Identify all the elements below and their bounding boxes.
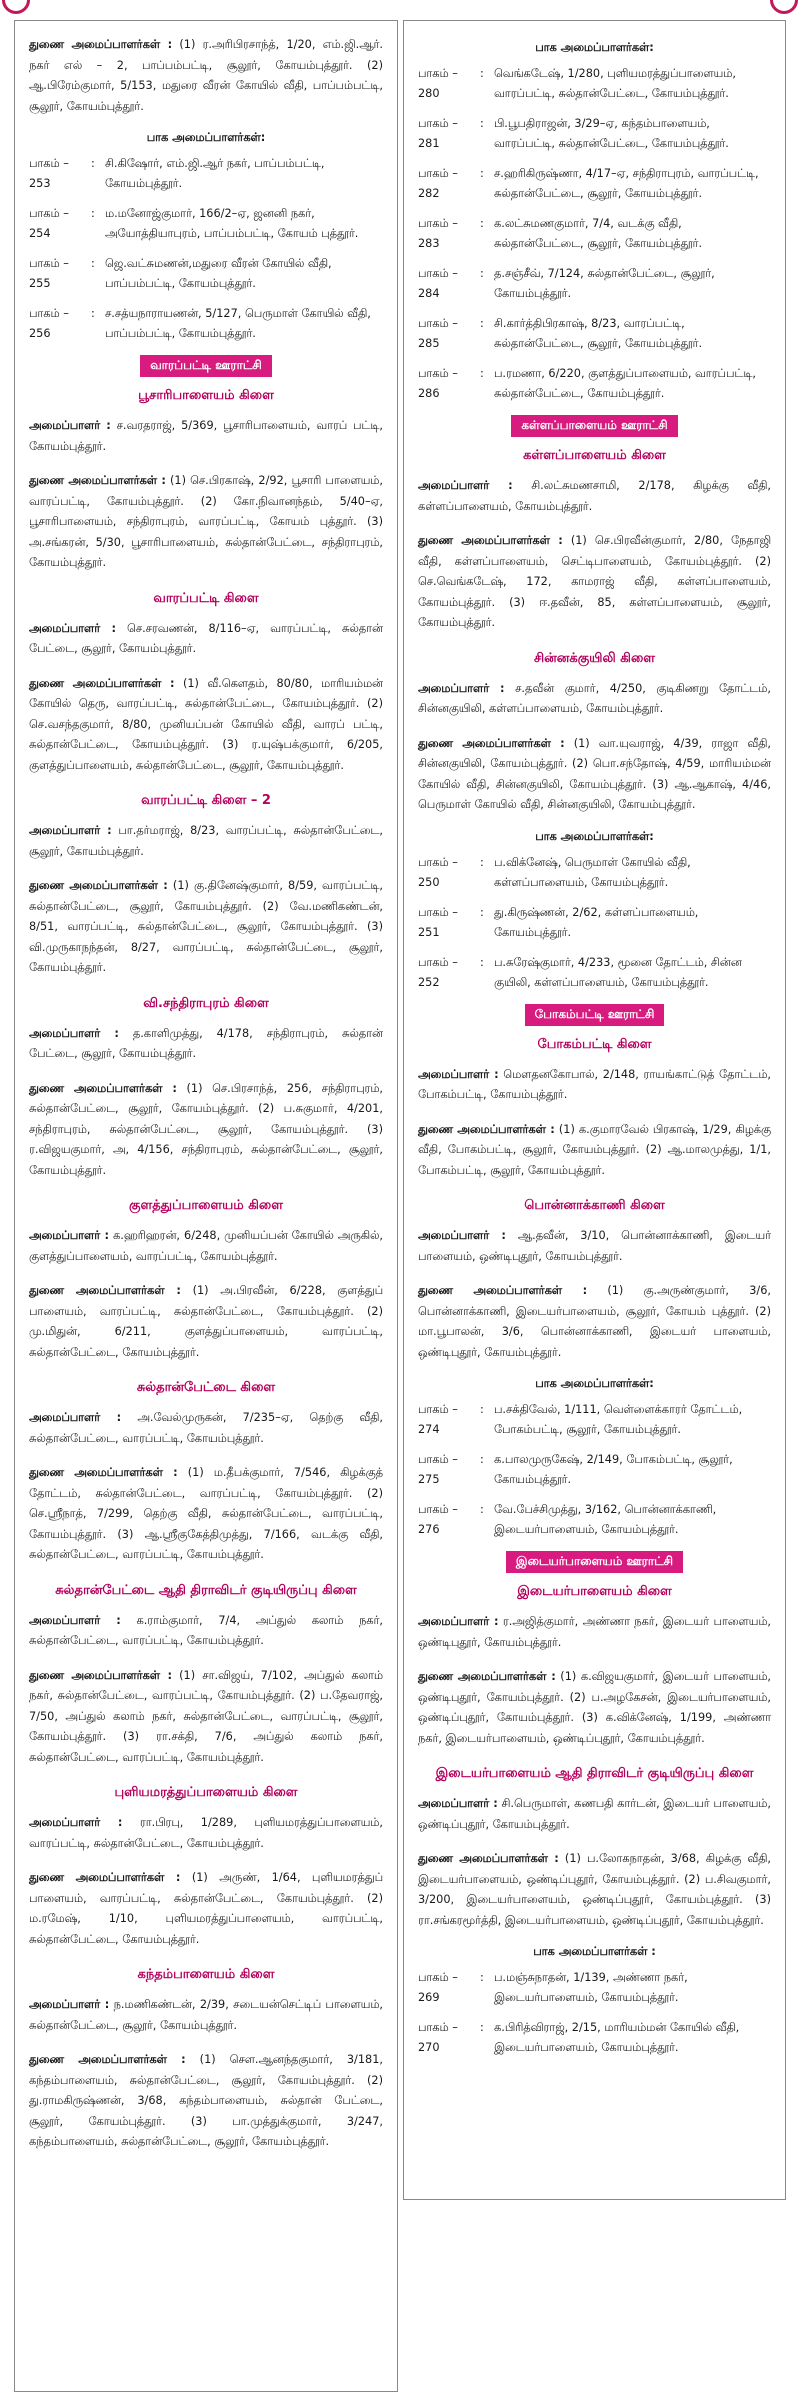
separator: : — [480, 217, 484, 230]
member-entry — [29, 1226, 383, 1267]
member-details: செ.சரவணன், 8/116–ஏ, வாரப்பட்டி, சுல்தான் பேட்டை, சூலூர், கோயம்புத்தூர். — [29, 621, 383, 655]
role-label: அமைப்பாளர் : — [29, 1229, 109, 1242]
section-subheading: பாக அமைப்பாளர்கள்: — [146, 131, 266, 144]
branch-heading: கள்ளப்பாளையம் கிளை — [523, 448, 666, 463]
booth-details: ம.மனோஜ்குமார், 166/2–ஏ, ஜனனி நகர், அயோத்தியாபுரம், பாப்பம்பட்டி, கோயம் புத்தூர். — [105, 207, 359, 240]
branch-heading: போகம்பட்டி கிளை — [537, 1036, 652, 1052]
role-label: துணை அமைப்பாளர்கள் : — [418, 1284, 588, 1297]
member-details: த.காளிமுத்து, 4/178, சந்திராபுரம், சுல்தான் பேட்டை, சூலூர், கோயம்புத்தூர். — [29, 1026, 383, 1060]
member-details: (1) க.விஜயகுமார், இடையர் பாளையம், ஒண்டிபுதூர், கோயம்புத்தூர். (2) ப.அழகேசன், இடையர்பாளையம், ஒண்டிப்புதூர், கோயம்புத்தூர். (3) க.விக்னேஷ், 1/199, அண்ணா நகர், இடையர்பாளையம், ஒண்டிப்புதூர், கோயம்புத்தூர். — [418, 1670, 772, 1745]
booth-number: பாகம் – 256 — [29, 307, 69, 340]
member-entry — [418, 679, 771, 720]
member-details: சி.லட்சுமணசாமி, 2/178, கிழக்கு வீதி, கள்ளப்பாளையம், கோயம்புத்தூர். — [418, 479, 771, 513]
separator: : — [480, 367, 484, 380]
booth-number: பாகம் – 281 — [418, 117, 458, 150]
booth-details: சி.கிஷோர், எம்.ஜி.ஆர் நகர், பாப்பம்பட்டி, கோயம்புத்தூர். — [105, 157, 325, 190]
branch-heading: சுல்தான்பேட்டை ஆதி திராவிடர் குடியிருப்பு கிளை — [55, 1582, 357, 1598]
member-details: க.ராம்குமார், 7/4, அப்துல் கலாம் நகர், சுல்தான்பேட்டை, வாரப்பட்டி, கோயம்புத்தூர். — [29, 1613, 383, 1647]
booth-number: பாகம் – 253 — [29, 157, 69, 190]
member-details: (1) ர.அரிபிரசாந்த், 1/20, எம்.ஜி.ஆர். நகர் எல் – 2, பாப்பம்பட்டி, சூலூர், கோயம்புத்தூர். (2) ஆ.பிரேம்குமார், 5/153, மதுரை வீரன் கோயில் வீதி, பாப்பம்பட்டி, சூலூர், கோயம்புத்தூர். — [29, 38, 383, 113]
booth-number: பாகம் – 282 — [418, 167, 458, 200]
separator: : — [91, 257, 95, 270]
booth-row — [418, 903, 771, 943]
booth-row — [418, 364, 771, 404]
member-details: (1) ப.லோகநாதன், 3/68, கிழக்கு வீதி, இடையர்பாளையம், ஒண்டிப்புதூர், கோயம்புத்தூர். (2) ப.சிவகுமார், 3/200, இடையர்பாளையம், ஒண்டிப்புதூர், கோயம்புத்தூர். (3) ரா.சங்கரமூர்த்தி, இடையர்பாளையம், ஒண்டிப்புதூர், கோயம்புத்தூர். — [418, 1852, 772, 1927]
booth-row — [418, 214, 771, 254]
booth-details: த.சஞ்சீவ், 7/124, சுல்தான்பேட்டை, சூலூர், கோயம்புத்தூர். — [494, 267, 715, 300]
member-details: ச.வரதராஜ், 5/369, பூசாரிபாளையம், வாரப் பட்டி, கோயம்புத்தூர். — [29, 419, 384, 453]
booth-details: ப.சுரேஷ்குமார், 4/233, மூனை தோட்டம், சின்ன குயிலி, கள்ளப்பாளையம், கோயம்புத்தூர். — [494, 955, 742, 989]
member-details: ச.தவீன் குமார், 4/250, குடிகிணறு தோட்டம், சின்னகுயிலி, கள்ளப்பாளையம், கோயம்புத்தூர். — [418, 681, 771, 715]
branch-heading: கந்தம்பாளையம் கிளை — [137, 1967, 275, 1982]
separator: : — [480, 905, 484, 919]
booth-row — [29, 204, 383, 244]
role-label: துணை அமைப்பாளர்கள் : — [29, 1466, 178, 1479]
booth-number: பாகம் – 274 — [418, 1403, 458, 1436]
member-entry — [29, 35, 383, 117]
separator: : — [480, 1971, 484, 1984]
booth-number: பாகம் – 285 — [418, 317, 458, 350]
booth-number: பாகம் – 270 — [418, 2021, 458, 2054]
branch-heading: குளத்துப்பாளையம் கிளை — [129, 1198, 283, 1213]
member-details: (1) கு.தினேஷ்குமார், 8/59, வாரப்பட்டி, சுல்தான்பேட்டை, சூலூர், கோயம்புத்தூர். (2) வே.மணிகண்டன், 8/51, வாரப்பட்டி, சுல்தான்பேட்டை, சூலூர், கோயம்புத்தூர். (3) வி.முருகாநந்தன், 8/27, வாரப்பட்டி, சுல்தான்பேட்டை, சூலூர், கோயம்புத்தூர். — [29, 879, 383, 974]
booth-row — [418, 1968, 771, 2008]
member-entry — [29, 1868, 383, 1950]
member-entry — [29, 1281, 383, 1363]
panchayat-label: போகம்பட்டி ஊராட்சி — [525, 1004, 665, 1026]
header-strip — [0, 0, 800, 18]
booth-details: வெங்கடேஷ், 1/280, புளியமரத்துப்பாளையம், வாரப்பட்டி, சுல்தான்பேட்டை, கோயம்புத்தூர். — [494, 67, 736, 100]
panchayat-label: கள்ளப்பாளையம் ஊராட்சி — [511, 415, 677, 437]
role-label: அமைப்பாளர் : — [29, 1026, 119, 1040]
role-label: அமைப்பாளர் : — [418, 1797, 498, 1810]
member-entry — [29, 471, 383, 574]
member-entry — [29, 1813, 383, 1854]
role-label: அமைப்பாளர் : — [29, 1816, 123, 1829]
booth-row — [418, 1500, 771, 1540]
role-label: அமைப்பாளர் : — [29, 1411, 122, 1424]
right-column — [403, 20, 786, 2200]
member-entry — [29, 1666, 383, 1769]
member-entry — [29, 1995, 383, 2036]
booth-row — [418, 2018, 771, 2058]
member-details: (1) செள.ஆனந்தகுமார், 3/181, கந்தம்பாளையம், சுல்தான்பேட்டை, சூலூர், கோயம்புத்தூர். (2) து.ராமகிருஷ்ணன், 3/68, கந்தம்பாளையம், சுல்தான் பேட்டை, சூலூர், கோயம்புத்தூர். (3) பா.முத்துக்குமார், 3/247, கந்தம்பாளையம், சுல்தான்பேட்டை, சூலூர், கோயம்புத்தூர். — [29, 2053, 383, 2148]
member-details: (1) அ.பிரவீன், 6/228, குளத்துப் பாளையம், வாரப்பட்டி, சுல்தான்பேட்டை, கோயம்புத்தூர். (2) மு.மிதுன், 6/211, குளத்துப்பாளையம், வாரப்பட்டி, சுல்தான்பேட்டை, கோயம்புத்தூர். — [29, 1284, 384, 1359]
member-details: (1) ம.தீபக்குமார், 7/546, கிழக்குத் தோட்டம், சுல்தான்பேட்டை, வாரப்பட்டி, கோயம்புத்தூர். (2) செ.ஸ்ரீநாத், 7/299, தெற்கு வீதி, சுல்தான்பேட்டை, வாரப்பட்டி, கோயம்புத்தூர். (3) ஆ.ஸ்ரீகுகேத்திமுத்து, 7/166, வடக்கு வீதி, சுல்தான்பேட்டை, வாரப்பட்டி, கோயம்புத்தூர். — [29, 1466, 383, 1561]
booth-row — [418, 164, 771, 204]
member-entry — [418, 1120, 771, 1182]
member-details: (1) சா.விஜய், 7/102, அப்துல் கலாம் நகர், சுல்தான்பேட்டை, வாரப்பட்டி, கோயம்புத்தூர். (2) ப.தேவராஜ், 7/50, அப்துல் கலாம் நகர், சுல்தான்பேட்டை, வாரப்பட்டி, சூலூர், கோயம்புத்தூர். (3) ரா.சக்தி, 7/6, அப்துல் கலாம் நகர், சுல்தான்பேட்டை, வாரப்பட்டி, கோயம்புத்தூர். — [29, 1668, 383, 1764]
role-label: அமைப்பாளர் : — [418, 1229, 506, 1242]
role-label: அமைப்பாளர் : — [418, 1615, 499, 1628]
member-details: (1) க.குமாரவேல் பிரகாஷ், 1/29, கிழக்கு வீதி, போகம்பட்டி, சூலூர், கோயம்புத்தூர். (2) ஆ.மாலமுத்து, 1/1, போகம்பட்டி, சூலூர், கோயம்புத்தூர். — [418, 1122, 771, 1177]
member-entry — [29, 1079, 383, 1182]
member-details: க.ஹரிஹரன், 6/248, முனியப்பன் கோயில் அருகில், குளத்துப்பாளையம், வாரப்பட்டி, கோயம்புத்தூர். — [29, 1229, 383, 1263]
panchayat-heading — [418, 1003, 771, 1026]
separator: : — [480, 1453, 484, 1466]
booth-details: சி.கார்த்திபிரகாஷ், 8/23, வாரப்பட்டி, சுல்தான்பேட்டை, சூலூர், கோயம்புத்தூர். — [494, 317, 703, 350]
branch-heading: பூசாரிபாளையம் கிளை — [138, 388, 274, 403]
booth-number: பாகம் – 275 — [418, 1453, 458, 1486]
booth-number: பாகம் – 283 — [418, 217, 458, 250]
separator: : — [480, 2021, 484, 2034]
member-entry — [29, 821, 383, 862]
panchayat-heading — [418, 1550, 771, 1573]
role-label: துணை அமைப்பாளர்கள் : — [418, 1122, 555, 1136]
role-label: துணை அமைப்பாளர்கள் : — [29, 879, 168, 892]
role-label: துணை அமைப்பாளர்கள் : — [29, 2053, 186, 2066]
separator: : — [480, 167, 484, 180]
booth-details: ப.சக்திவேல், 1/111, வெள்ளைக்காரர் தோட்டம், போகம்பட்டி, சூலூர், கோயம்புத்தூர். — [494, 1403, 743, 1436]
booth-details: வே.பேச்சிமுத்து, 3/162, பொன்னாக்காணி, இடையர்பாளையம், கோயம்புத்தூர். — [494, 1503, 717, 1536]
branch-heading: இடையர்பாளையம் கிளை — [517, 1584, 672, 1599]
section-subheading: பாக அமைப்பாளர்கள்: — [535, 829, 654, 843]
branch-heading: இடையர்பாளையம் ஆதி திராவிடர் குடியிருப்பு கிளை — [435, 1766, 754, 1781]
member-entry — [418, 531, 771, 634]
member-entry — [418, 1667, 771, 1749]
booth-number: பாகம் – 251 — [418, 905, 458, 939]
booth-details: ச.சத்யநாராயணன், 5/127, பெருமாள் கோயில் வீதி, பாப்பம்பட்டி, கோயம்புத்தூர். — [105, 307, 371, 340]
member-details: மௌதனகோபால், 2/148, ராயங்காட்டுத் தோட்டம், போகம்பட்டி, கோயம்புத்தூர். — [418, 1067, 771, 1101]
separator: : — [480, 955, 484, 969]
member-entry — [418, 1226, 771, 1267]
separator: : — [480, 117, 484, 130]
booth-details: ச.ஹரிகிருஷ்ணா, 4/17–ஏ, சந்திராபுரம், வாரப்பட்டி, சுல்தான்பேட்டை, சூலூர், கோயம்புத்தூர். — [494, 167, 759, 200]
separator: : — [480, 317, 484, 330]
branch-heading: புளியமரத்துப்பாளையம் கிளை — [114, 1785, 298, 1800]
member-entry — [418, 1281, 771, 1363]
member-details: (1) வீ.கௌதம், 80/80, மாரியம்மன் கோயில் தெரு, வாரப்பட்டி, சுல்தான்பேட்டை, கோயம்புத்தூர். (2) செ.வசந்தகுமார், 8/80, முனியப்பன் கோயில் வீதி, வாரப் பட்டி, சுல்தான்பேட்டை, கோயம்புத்தூர். (3) ர.யுஷ்பக்குமார், 6/205, குளத்துப்பாளையம், சுல்தான்பேட்டை, சூலூர், கோயம்புத்தூர். — [29, 676, 383, 772]
booth-details: ப.விக்னேஷ், பெருமாள் கோயில் வீதி, கள்ளப்பாளையம், கோயம்புத்தூர். — [494, 855, 691, 889]
booth-row — [418, 1400, 771, 1440]
member-entry — [418, 1612, 771, 1653]
booth-details: க.லட்சுமணகுமார், 7/4, வடக்கு வீதி, சுல்தான்பேட்டை, சூலூர், கோயம்புத்தூர். — [494, 217, 703, 250]
role-label: அமைப்பாளர் : — [418, 479, 513, 492]
booth-number: பாகம் – 276 — [418, 1503, 458, 1536]
branch-heading: வாரப்பட்டி கிளை – 2 — [141, 793, 271, 808]
member-details: சி.பெருமாள், கணபதி கார்டன், இடையர் பாளையம், ஒண்டிப்புதூர், கோயம்புத்தூர். — [418, 1797, 771, 1831]
branch-heading: சுல்தான்பேட்டை கிளை — [136, 1380, 276, 1395]
booth-row — [29, 254, 383, 294]
booth-number: பாகம் – 269 — [418, 1971, 458, 2004]
booth-row — [418, 953, 771, 993]
booth-row — [418, 114, 771, 154]
role-label: துணை அமைப்பாளர்கள் : — [418, 1670, 556, 1683]
booth-row — [29, 154, 383, 194]
booth-details: ப.மஞ்சுநாதன், 1/139, அண்ணா நகர், இடையர்பாளையம், கோயம்புத்தூர். — [494, 1971, 688, 2004]
member-entry — [418, 734, 771, 816]
role-label: அமைப்பாளர் : — [29, 621, 117, 635]
member-entry — [29, 674, 383, 777]
booth-number: பாகம் – 286 — [418, 367, 458, 400]
panchayat-label: இடையர்பாளையம் ஊராட்சி — [506, 1551, 683, 1573]
role-label: அமைப்பாளர் : — [418, 1067, 499, 1081]
member-entry — [29, 416, 383, 457]
booth-row — [418, 1450, 771, 1490]
booth-number: பாகம் – 255 — [29, 257, 69, 290]
booth-row — [418, 314, 771, 354]
booth-row — [418, 264, 771, 304]
role-label: துணை அமைப்பாளர்கள் : — [29, 1081, 177, 1095]
section-subheading: பாக அமைப்பாளர்கள்: — [535, 41, 654, 54]
booth-details: க.பாலமுருகேஷ், 2/149, போகம்பட்டி, சூலூர், கோயம்புத்தூர். — [494, 1453, 733, 1486]
member-details: (1) கு.அருண்குமார், 3/6, பொன்னாக்காணி, இடையர்பாளையம், சூலூர், கோயம் புத்தூர். (2) மா.பூபாலன், 3/6, பொன்னாக்காணி, இடையர் பாளையம், ஒண்டிபுதூர், கோயம்புத்தூர். — [418, 1284, 771, 1359]
separator: : — [91, 207, 95, 220]
role-label: துணை அமைப்பாளர்கள் : — [29, 1668, 172, 1682]
role-label: துணை அமைப்பாளர்கள் : — [29, 1284, 181, 1297]
member-details: ரா.பிரபு, 1/289, புளியமரத்துப்பாளையம், வாரப்பட்டி, சுல்தான்பேட்டை, கோயம்புத்தூர். — [29, 1816, 383, 1850]
party-logo-right — [770, 0, 798, 14]
member-details: (1) செ.பிரசாந்த், 256, சந்திராபுரம், சுல்தான்பேட்டை, சூலூர், கோயம்புத்தூர். (2) ப.சுகுமார், 4/201, சந்திராபுரம், சுல்தான்பேட்டை, சூலூர், கோயம்புத்தூர். (3) ர.விஜயகுமார், அ, 4/156, சந்திராபுரம், சுல்தான்பேட்டை, சூலூர், கோயம்புத்தூர். — [29, 1081, 384, 1177]
member-details: ர.அஜித்குமார், அண்ணா நகர், இடையர் பாளையம், ஒண்டிபுதூர், கோயம்புத்தூர். — [418, 1615, 771, 1649]
branch-heading: பொன்னாக்காணி கிளை — [524, 1198, 665, 1213]
member-details: (1) வா.யுவராஜ், 4/39, ராஜா வீதி, சின்னகுயிலி, கோயம்புத்தூர். (2) பொ.சந்தோஷ், 4/59, மாரியம்மன் கோயில் வீதி, சின்னகுயிலி, கோயம்புத்தூர். (3) ஆ.ஆகாஷ், 4/46, பெருமாள் கோயில் வீதி, சின்னகுயிலி, கோயம்புத்தூர். — [418, 736, 772, 811]
panchayat-heading — [29, 354, 383, 377]
member-details: ந.மணிகண்டன், 2/39, சடையன்செட்டிப் பாளையம், சுல்தான்பேட்டை, சூலூர், கோயம்புத்தூர். — [29, 1998, 383, 2032]
booth-number: பாகம் – 250 — [418, 855, 458, 889]
role-label: துணை அமைப்பாளர்கள் : — [418, 534, 563, 547]
separator: : — [480, 1403, 484, 1416]
member-entry — [29, 619, 383, 660]
member-entry — [29, 876, 383, 979]
member-details: (1) செ.பிரவீன்குமார், 2/80, நேதாஜி வீதி, கள்ளப்பாளையம், செட்டிபாளையம், கோயம்புத்தூர். (2) செ.வெங்கடேஷ், 172, காமராஜ் வீதி, கள்ளப்பாளையம், கோயம்புத்தூர். (3) ஈ.தவீன், 85, கள்ளப்பாளையம், சூலூர், கோயம்புத்தூர். — [418, 534, 771, 629]
member-entry — [418, 1065, 771, 1106]
member-details: (1) அருண், 1/64, புளியமரத்துப் பாளையம், வாரப்பட்டி, சுல்தான்பேட்டை, கோயம்புத்தூர். (2) ம.ரமேஷ், 1/10, புளியமரத்துப்பாளையம், வாரப்பட்டி, சுல்தான்பேட்டை, கோயம்புத்தூர். — [29, 1871, 384, 1946]
role-label: அமைப்பாளர் : — [29, 419, 111, 432]
separator: : — [91, 307, 95, 320]
member-entry — [29, 1024, 383, 1065]
separator: : — [480, 267, 484, 280]
booth-number: பாகம் – 284 — [418, 267, 458, 300]
booth-row — [418, 64, 771, 104]
role-label: துணை அமைப்பாளர்கள் : — [29, 474, 166, 487]
party-logo-left — [2, 0, 30, 14]
booth-details: து.கிருஷ்ணன், 2/62, கள்ளப்பாளையம், கோயம்புத்தூர். — [494, 905, 699, 939]
branch-heading: வி.சந்திராபுரம் கிளை — [143, 995, 269, 1011]
role-label: துணை அமைப்பாளர்கள் : — [29, 1871, 181, 1884]
role-label: துணை அமைப்பாளர்கள் : — [418, 1852, 559, 1865]
section-subheading: பாக அமைப்பாளர்கள் : — [533, 1945, 656, 1958]
separator: : — [480, 67, 484, 80]
role-label: அமைப்பாளர் : — [418, 681, 505, 695]
booth-row — [29, 304, 383, 344]
booth-number: பாகம் – 280 — [418, 67, 458, 100]
member-details: (1) செ.பிரகாஷ், 2/92, பூசாரி பாளையம், வாரப்பட்டி, கோயம்புத்தூர். (2) கோ.நிவானந்தம், 5/40–ஏ, பூசாரிபாளையம், சந்திராபுரம், வாரப்பட்டி, கோயம் புத்தூர். (3) அ.சங்கரன், 5/30, பூசாரிபாளையம், சுல்தான்பேட்டை, சந்திராபுரம், கோயம்புத்தூர். — [29, 474, 383, 569]
member-entry — [29, 1408, 383, 1449]
role-label: அமைப்பாளர் : — [29, 1998, 110, 2011]
role-label: அமைப்பாளர் : — [29, 1613, 121, 1627]
member-entry — [418, 1794, 771, 1835]
role-label: துணை அமைப்பாளர்கள் : — [29, 38, 173, 51]
left-column — [14, 20, 398, 2392]
member-details: அ.வேல்முருகன், 7/235–ஏ, தெற்கு வீதி, சுல்தான்பேட்டை, வாரப்பட்டி, கோயம்புத்தூர். — [29, 1411, 383, 1445]
member-entry — [29, 2050, 383, 2153]
booth-details: பி.பூபதிராஜன், 3/29–ஏ, கந்தம்பாளையம், வாரப்பட்டி, சுல்தான்பேட்டை, கோயம்புத்தூர். — [494, 117, 729, 150]
member-entry — [418, 1849, 771, 1931]
booth-number: பாகம் – 252 — [418, 955, 458, 989]
member-entry — [418, 476, 771, 517]
member-details: பா.தர்மராஜ், 8/23, வாரப்பட்டி, சுல்தான்பேட்டை, சூலூர், கோயம்புத்தூர். — [29, 824, 383, 858]
role-label: துணை அமைப்பாளர்கள் : — [29, 676, 175, 690]
section-subheading: பாக அமைப்பாளர்கள்: — [535, 1377, 654, 1390]
panchayat-heading — [418, 414, 771, 437]
branch-heading: வாரப்பட்டி கிளை — [153, 590, 259, 606]
member-entry — [29, 1463, 383, 1566]
separator: : — [91, 157, 95, 170]
branch-heading: சின்னக்குயிலி கிளை — [534, 650, 655, 666]
booth-details: க.பிரித்விராஜ், 2/15, மாரியம்மன் கோயில் வீதி, இடையர்பாளையம், கோயம்புத்தூர். — [494, 2021, 740, 2054]
booth-row — [418, 853, 771, 893]
booth-details: ப.ரமணா, 6/220, குளத்துப்பாளையம், வாரப்பட்டி, சுல்தான்பேட்டை, கோயம்புத்தூர். — [494, 367, 756, 400]
role-label: துணை அமைப்பாளர்கள் : — [418, 736, 565, 750]
role-label: அமைப்பாளர் : — [29, 824, 112, 837]
separator: : — [480, 1503, 484, 1516]
member-entry — [29, 1611, 383, 1652]
separator: : — [480, 855, 484, 869]
member-details: ஆ.தவீன், 3/10, பொன்னாக்காணி, இடையர் பாளையம், ஒண்டிபுதூர், கோயம்புத்தூர். — [418, 1229, 771, 1263]
booth-details: ஜெ.வட்சுமணன்,மதுரை வீரன் கோயில் வீதி, பாப்பம்பட்டி, கோயம்புத்தூர். — [105, 257, 332, 290]
panchayat-label: வாரப்பட்டி ஊராட்சி — [140, 355, 272, 377]
booth-number: பாகம் – 254 — [29, 207, 69, 240]
